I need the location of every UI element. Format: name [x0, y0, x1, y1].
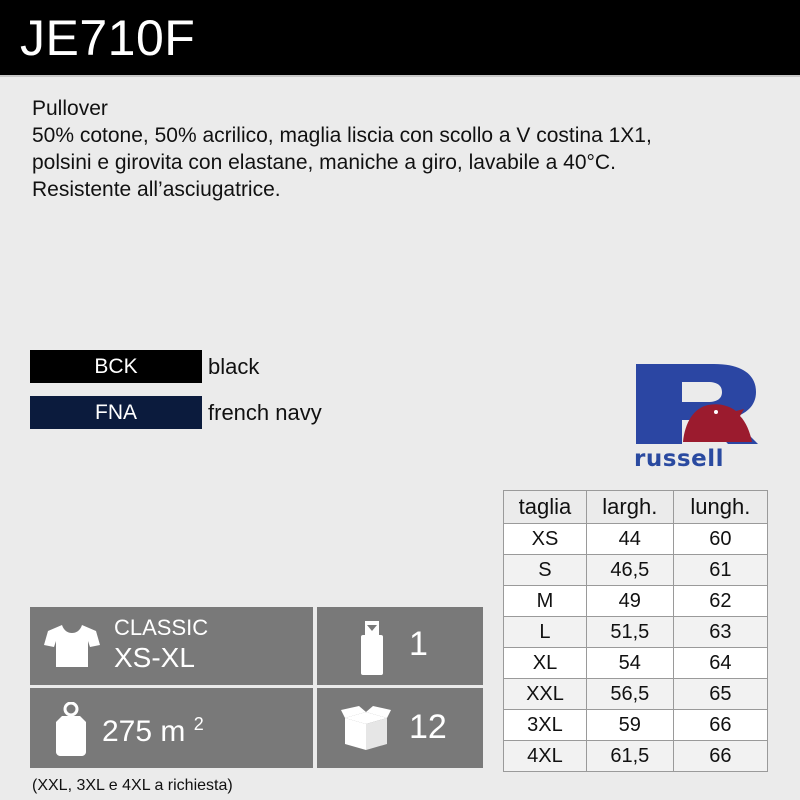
- box-panel: [317, 688, 483, 768]
- size-cell: XL: [504, 648, 587, 679]
- length-cell: 64: [673, 648, 767, 679]
- width-cell: 49: [586, 586, 673, 617]
- size-table: [503, 490, 768, 772]
- table-row: [504, 679, 768, 710]
- pack-quantity: 1: [409, 625, 428, 663]
- length-cell: 65: [673, 679, 767, 710]
- width-cell: 59: [586, 710, 673, 741]
- size-cell: L: [504, 617, 587, 648]
- size-cell: 4XL: [504, 741, 587, 772]
- size-cell: S: [504, 555, 587, 586]
- description-line: Resistente all’asciugatrice.: [32, 178, 281, 201]
- length-cell: 63: [673, 617, 767, 648]
- width-cell: 51,5: [586, 617, 673, 648]
- brand-wordmark: russell: [634, 446, 724, 472]
- header-divider: [0, 75, 800, 77]
- table-row: [504, 586, 768, 617]
- table-row: [504, 524, 768, 555]
- column-header: lungh.: [673, 491, 767, 524]
- table-row: [504, 555, 768, 586]
- length-cell: 62: [673, 586, 767, 617]
- table-header-row: [504, 491, 768, 524]
- color-swatch-french-navy[interactable]: [30, 396, 202, 429]
- russell-logo-icon: [636, 362, 758, 444]
- column-header: taglia: [504, 491, 587, 524]
- width-cell: 46,5: [586, 555, 673, 586]
- table-row: [504, 741, 768, 772]
- width-cell: 61,5: [586, 741, 673, 772]
- weight-value: 275 m: [102, 715, 186, 748]
- weight-panel: [30, 688, 313, 768]
- length-cell: 66: [673, 710, 767, 741]
- size-cell: XS: [504, 524, 587, 555]
- fit-label: CLASSIC: [114, 615, 209, 640]
- color-code: FNA: [95, 401, 137, 424]
- carton-box-icon: [341, 702, 391, 752]
- length-cell: 60: [673, 524, 767, 555]
- color-swatch-black[interactable]: [30, 350, 202, 383]
- weight-unit-sup: 2: [193, 714, 204, 734]
- color-code: BCK: [94, 355, 138, 378]
- weight-icon: [52, 702, 90, 756]
- availability-footnote: (XXL, 3XL e 4XL a richiesta): [32, 777, 233, 794]
- description-line: Pullover: [32, 97, 108, 120]
- size-cell: 3XL: [504, 710, 587, 741]
- width-cell: 56,5: [586, 679, 673, 710]
- header-bar: [0, 0, 800, 75]
- product-description: [32, 95, 782, 203]
- table-row: [504, 710, 768, 741]
- size-cell: XXL: [504, 679, 587, 710]
- width-cell: 54: [586, 648, 673, 679]
- description-line: polsini e girovita con elastane, maniche a giro, lavabile a 40°C.: [32, 151, 616, 174]
- length-cell: 66: [673, 741, 767, 772]
- column-header: largh.: [586, 491, 673, 524]
- fabric-weight: [102, 714, 204, 749]
- size-range: XS-XL: [114, 642, 195, 673]
- table-row: [504, 648, 768, 679]
- product-code: JE710F: [20, 10, 196, 66]
- single-pack-icon: [359, 617, 385, 677]
- size-cell: M: [504, 586, 587, 617]
- tshirt-icon: [44, 623, 100, 669]
- fit-panel: [30, 607, 313, 685]
- length-cell: 61: [673, 555, 767, 586]
- table-row: [504, 617, 768, 648]
- description-line: 50% cotone, 50% acrilico, maglia liscia con scollo a V costina 1X1,: [32, 124, 652, 147]
- width-cell: 44: [586, 524, 673, 555]
- pack-panel: [317, 607, 483, 685]
- color-name: black: [208, 354, 260, 379]
- box-quantity: 12: [409, 708, 447, 746]
- color-name: french navy: [208, 400, 322, 425]
